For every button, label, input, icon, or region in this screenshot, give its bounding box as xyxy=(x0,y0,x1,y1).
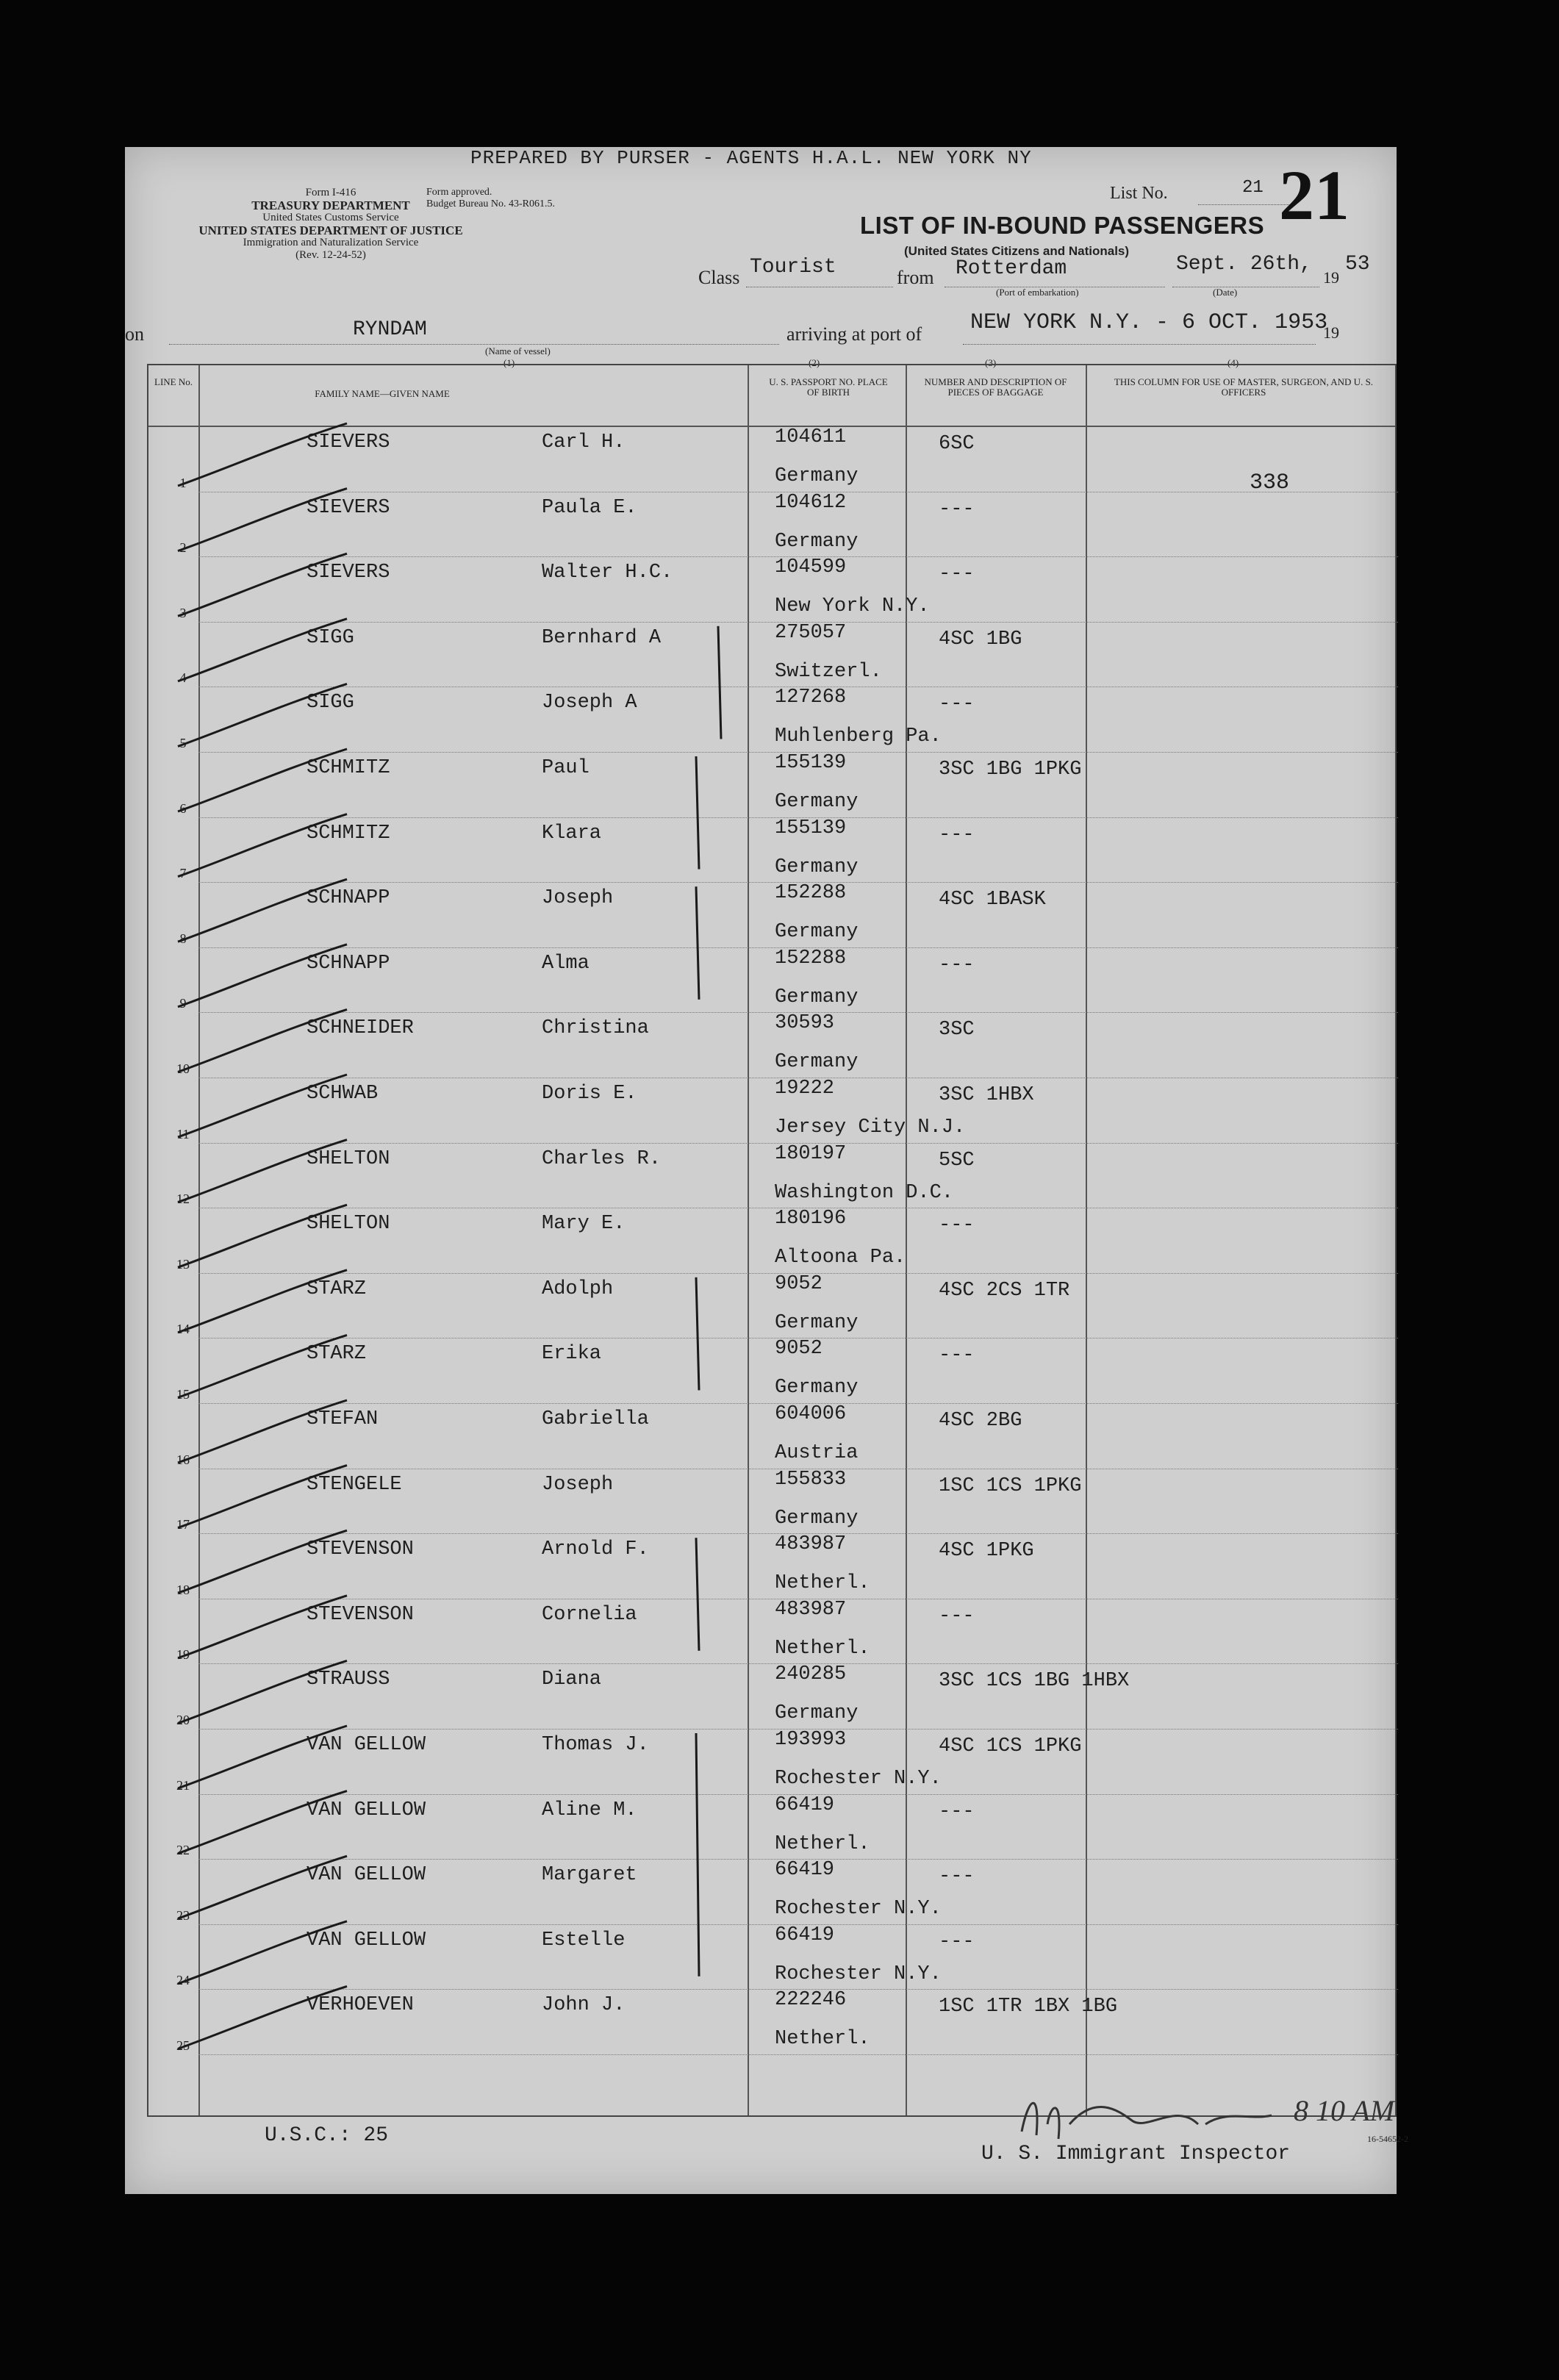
baggage-description: --- xyxy=(939,693,975,716)
baggage-description: --- xyxy=(939,1800,975,1823)
year-value: 53 xyxy=(1345,253,1370,276)
revision-date: (Rev. 12-24-52) xyxy=(295,249,366,261)
place-of-birth: Rochester N.Y. xyxy=(775,1768,942,1790)
table-row xyxy=(148,753,1398,818)
passport-number: 240285 xyxy=(775,1663,847,1686)
given-name: Mary E. xyxy=(542,1213,626,1236)
table-row xyxy=(148,427,1398,492)
place-of-birth: Austria xyxy=(775,1442,859,1464)
given-name: Klara xyxy=(542,822,602,845)
place-of-birth: Germany xyxy=(775,986,859,1008)
table-row xyxy=(148,1990,1398,2055)
from-label: from xyxy=(897,267,934,288)
family-name: VAN GELLOW xyxy=(307,1864,426,1887)
passport-number: 66419 xyxy=(775,1793,835,1816)
inspector-title: U. S. Immigrant Inspector xyxy=(981,2143,1291,2165)
header-officers: THIS COLUMN FOR USE OF MASTER, SURGEON, AND U. S. OFFICERS xyxy=(1114,376,1374,398)
place-of-birth: Netherl. xyxy=(775,2028,870,2051)
family-name: VAN GELLOW xyxy=(307,1929,426,1951)
vessel-caption: (Name of vessel) xyxy=(485,345,551,356)
line-number: 6 xyxy=(179,800,187,816)
table-row xyxy=(148,1274,1398,1339)
given-name: Aline M. xyxy=(542,1799,637,1821)
document-title: LIST OF IN-BOUND PASSENGERS xyxy=(860,212,1265,239)
passport-number: 604006 xyxy=(775,1403,847,1425)
baggage-description: 4SC 1PKG xyxy=(939,1540,1034,1563)
passport-number: 155139 xyxy=(775,752,847,774)
family-name: SCHNEIDER xyxy=(307,1017,414,1040)
header-name: FAMILY NAME—GIVEN NAME xyxy=(315,388,450,399)
baggage-description: --- xyxy=(939,563,975,586)
table-row xyxy=(148,492,1398,558)
given-name: Joseph xyxy=(542,1473,614,1496)
baggage-description: 4SC 1BG xyxy=(939,628,1022,650)
table-row xyxy=(148,623,1398,688)
line-number: 24 xyxy=(176,1973,190,1988)
given-name: John J. xyxy=(542,1994,626,2017)
table-row xyxy=(148,1404,1398,1469)
family-name: SIEVERS xyxy=(307,496,390,519)
given-name: Diana xyxy=(542,1668,602,1691)
baggage-description: 3SC 1BG 1PKG xyxy=(939,759,1082,781)
baggage-description: --- xyxy=(939,823,975,846)
given-name: Adolph xyxy=(542,1277,614,1300)
family-name: SHELTON xyxy=(307,1147,390,1170)
baggage-description: 6SC xyxy=(939,433,975,455)
place-of-birth: Germany xyxy=(775,921,859,944)
family-name: SIEVERS xyxy=(307,431,390,454)
departure-date-value: Sept. 26th, xyxy=(1176,253,1312,276)
customs-service: United States Customs Service xyxy=(262,212,399,223)
passport-number: 155833 xyxy=(775,1468,847,1491)
header-baggage: NUMBER AND DESCRIPTION OF PIECES OF BAGGAGE xyxy=(924,376,1067,398)
prepared-by-stamp: PREPARED BY PURSER - AGENTS H.A.L. NEW YORK NY xyxy=(470,147,1032,169)
line-number: 3 xyxy=(179,605,187,620)
list-number-value: 21 xyxy=(1242,178,1264,198)
family-name: SIGG xyxy=(307,692,354,714)
passport-number: 275057 xyxy=(775,621,847,644)
given-name: Margaret xyxy=(542,1864,637,1887)
given-name: Cornelia xyxy=(542,1603,637,1626)
baggage-description: 1SC 1TR 1BX 1BG xyxy=(939,1996,1118,2018)
family-name: VAN GELLOW xyxy=(307,1799,426,1821)
line-number: 16 xyxy=(176,1452,190,1467)
table-row xyxy=(148,1144,1398,1209)
usc-count: U.S.C.: 25 xyxy=(265,2124,389,2147)
place-of-birth: Germany xyxy=(775,465,859,487)
baggage-description: 4SC 1CS 1PKG xyxy=(939,1735,1082,1757)
passport-number: 19222 xyxy=(775,1078,835,1100)
arrival-port-stamp: NEW YORK N.Y. - 6 OCT. 1953 xyxy=(970,310,1328,335)
line-number: 17 xyxy=(176,1517,190,1533)
passport-number: 30593 xyxy=(775,1012,835,1035)
line-number: 1 xyxy=(179,475,187,490)
place-of-birth: Altoona Pa. xyxy=(775,1247,906,1269)
passport-number: 483987 xyxy=(775,1598,847,1621)
given-name: Alma xyxy=(542,952,589,975)
col-number-3: (3) xyxy=(985,357,997,368)
given-name: Christina xyxy=(542,1017,649,1040)
passport-number: 66419 xyxy=(775,1859,835,1882)
year-prefix: 19 xyxy=(1323,268,1339,287)
table-row xyxy=(148,1013,1398,1078)
passport-number: 104611 xyxy=(775,426,847,448)
family-name: SCHNAPP xyxy=(307,887,390,910)
baggage-description: 4SC 2BG xyxy=(939,1410,1022,1432)
passport-number: 9052 xyxy=(775,1272,822,1295)
line-number: 19 xyxy=(176,1647,190,1663)
arrival-year-prefix: 19 xyxy=(1323,323,1339,342)
manifest-sheet xyxy=(125,147,1408,2194)
place-of-birth: Washington D.C. xyxy=(775,1181,954,1204)
given-name: Erika xyxy=(542,1343,602,1366)
arriving-label: arriving at port of xyxy=(786,323,922,345)
date-caption: (Date) xyxy=(1213,287,1238,298)
line-number: 10 xyxy=(176,1061,190,1076)
family-name: SCHNAPP xyxy=(307,952,390,975)
header-passport: U. S. PASSPORT NO. PLACE OF BIRTH xyxy=(769,376,888,398)
baggage-description: 5SC xyxy=(939,1149,975,1172)
line-number: 25 xyxy=(176,2037,190,2053)
passport-number: 222246 xyxy=(775,1989,847,2012)
place-of-birth: Jersey City N.J. xyxy=(775,1116,966,1139)
given-name: Thomas J. xyxy=(542,1734,649,1756)
place-of-birth: Germany xyxy=(775,1702,859,1725)
table-row xyxy=(148,948,1398,1014)
table-row xyxy=(148,1730,1398,1795)
place-of-birth: Rochester N.Y. xyxy=(775,1898,942,1921)
place-of-birth: Muhlenberg Pa. xyxy=(775,725,942,748)
line-number: 22 xyxy=(176,1843,190,1858)
place-of-birth: Germany xyxy=(775,856,859,878)
table-row xyxy=(148,1338,1398,1404)
line-number: 9 xyxy=(179,996,187,1011)
passport-number: 104612 xyxy=(775,491,847,514)
table-row xyxy=(148,1860,1398,1925)
baggage-description: --- xyxy=(939,1930,975,1953)
baggage-description: --- xyxy=(939,1605,975,1627)
given-name: Doris E. xyxy=(542,1083,637,1105)
given-name: Walter H.C. xyxy=(542,562,673,584)
place-of-birth: Germany xyxy=(775,1507,859,1530)
port-of-embarkation-caption: (Port of embarkation) xyxy=(996,287,1079,298)
baggage-description: --- xyxy=(939,1214,975,1237)
place-of-birth: Netherl. xyxy=(775,1637,870,1660)
place-of-birth: Germany xyxy=(775,530,859,553)
passport-number: 152288 xyxy=(775,947,847,969)
line-number: 11 xyxy=(176,1126,190,1141)
given-name: Joseph xyxy=(542,887,614,910)
family-name: STEVENSON xyxy=(307,1538,414,1561)
ins-service: Immigration and Naturalization Service xyxy=(243,237,419,248)
table-row xyxy=(148,1469,1398,1535)
family-name: STEVENSON xyxy=(307,1603,414,1626)
vessel-name: RYNDAM xyxy=(353,318,427,341)
line-number: 20 xyxy=(176,1712,190,1727)
line-number: 7 xyxy=(179,866,187,881)
line-number: 15 xyxy=(176,1386,190,1402)
place-of-birth: Rochester N.Y. xyxy=(775,1963,942,1985)
place-of-birth: Switzerl. xyxy=(775,660,882,683)
line-number: 5 xyxy=(179,735,187,750)
baggage-description: 3SC 1HBX xyxy=(939,1084,1034,1106)
given-name: Carl H. xyxy=(542,431,626,454)
given-name: Gabriella xyxy=(542,1408,649,1430)
baggage-description: 1SC 1CS 1PKG xyxy=(939,1474,1082,1497)
table-row xyxy=(148,818,1398,883)
line-number: 2 xyxy=(179,540,187,556)
family-name: STRAUSS xyxy=(307,1668,390,1691)
officer-note: 338 xyxy=(1250,470,1290,495)
table-row xyxy=(148,1534,1398,1599)
class-label: Class xyxy=(698,267,740,288)
family-name: VERHOEVEN xyxy=(307,1994,414,2017)
passport-number: 104599 xyxy=(775,556,847,579)
table-row xyxy=(148,1664,1398,1730)
list-number-label: List No. xyxy=(1110,184,1168,203)
place-of-birth: Netherl. xyxy=(775,1832,870,1855)
table-row xyxy=(148,687,1398,753)
family-name: SIEVERS xyxy=(307,562,390,584)
table-row xyxy=(148,883,1398,948)
table-row xyxy=(148,1599,1398,1665)
signature-time: 8 10 AM xyxy=(1294,2094,1395,2127)
passport-number: 483987 xyxy=(775,1533,847,1556)
given-name: Arnold F. xyxy=(542,1538,649,1561)
col-number-4: (4) xyxy=(1228,357,1239,368)
place-of-birth: Germany xyxy=(775,791,859,813)
passport-number: 66419 xyxy=(775,1924,835,1946)
baggage-description: --- xyxy=(939,1865,975,1888)
passport-number: 180197 xyxy=(775,1142,847,1165)
col-number-1: (1) xyxy=(503,357,515,368)
form-code: 16-54652-2 xyxy=(1367,2134,1408,2144)
family-name: SIGG xyxy=(307,626,354,649)
table-row xyxy=(148,1208,1398,1274)
col-number-2: (2) xyxy=(809,357,820,368)
document-subtitle: (United States Citizens and Nationals) xyxy=(904,244,1130,258)
baggage-description: 4SC 1BASK xyxy=(939,889,1046,911)
line-number: 4 xyxy=(179,670,187,686)
line-number: 21 xyxy=(176,1777,190,1793)
inspector-signature xyxy=(1007,2080,1419,2161)
baggage-description: --- xyxy=(939,498,975,520)
place-of-birth: Germany xyxy=(775,1051,859,1074)
given-name: Paul xyxy=(542,757,589,779)
passport-number: 9052 xyxy=(775,1338,822,1361)
passport-number: 193993 xyxy=(775,1729,847,1751)
family-name: SCHWAB xyxy=(307,1083,379,1105)
baggage-description: 3SC xyxy=(939,1019,975,1042)
given-name: Estelle xyxy=(542,1929,626,1951)
family-name: STEFAN xyxy=(307,1408,379,1430)
passenger-table xyxy=(147,364,1397,2117)
passport-number: 180196 xyxy=(775,1208,847,1230)
department-of-justice: UNITED STATES DEPARTMENT OF JUSTICE xyxy=(198,223,463,237)
on-label: on xyxy=(125,323,144,345)
line-number: 12 xyxy=(176,1191,190,1207)
given-name: Charles R. xyxy=(542,1147,662,1170)
baggage-description: 4SC 2CS 1TR xyxy=(939,1279,1070,1302)
budget-approval: Form approved. Budget Bureau No. 43-R061.5. xyxy=(426,187,555,209)
line-number: 14 xyxy=(176,1322,190,1337)
header-line-no: LINE No. xyxy=(154,376,193,387)
family-name: SCHMITZ xyxy=(307,822,390,845)
family-name: SCHMITZ xyxy=(307,757,390,779)
line-number: 23 xyxy=(176,1907,190,1923)
family-name: VAN GELLOW xyxy=(307,1734,426,1756)
passport-number: 155139 xyxy=(775,817,847,839)
baggage-description: --- xyxy=(939,953,975,976)
family-name: SHELTON xyxy=(307,1213,390,1236)
table-row xyxy=(148,1795,1398,1860)
line-number: 18 xyxy=(176,1582,190,1597)
form-number: Form I-416 xyxy=(305,187,356,198)
given-name: Bernhard A xyxy=(542,626,662,649)
baggage-description: 3SC 1CS 1BG 1HBX xyxy=(939,1670,1130,1693)
given-name: Joseph A xyxy=(542,692,637,714)
treasury-department: TREASURY DEPARTMENT xyxy=(251,198,410,212)
place-of-birth: Germany xyxy=(775,1311,859,1334)
from-port-value: Rotterdam xyxy=(956,257,1067,280)
family-name: STARZ xyxy=(307,1277,367,1300)
list-number-stamp: 21 xyxy=(1279,156,1350,234)
table-row xyxy=(148,1078,1398,1144)
passport-number: 152288 xyxy=(775,882,847,905)
family-name: STARZ xyxy=(307,1343,367,1366)
line-number: 13 xyxy=(176,1256,190,1272)
family-name: STENGELE xyxy=(307,1473,402,1496)
place-of-birth: New York N.Y. xyxy=(775,595,930,618)
given-name: Paula E. xyxy=(542,496,637,519)
table-row xyxy=(148,1925,1398,1990)
place-of-birth: Germany xyxy=(775,1377,859,1399)
baggage-description: --- xyxy=(939,1344,975,1367)
passport-number: 127268 xyxy=(775,687,847,709)
line-number: 8 xyxy=(179,931,187,946)
table-row xyxy=(148,557,1398,623)
class-value: Tourist xyxy=(750,256,836,279)
place-of-birth: Netherl. xyxy=(775,1572,870,1595)
